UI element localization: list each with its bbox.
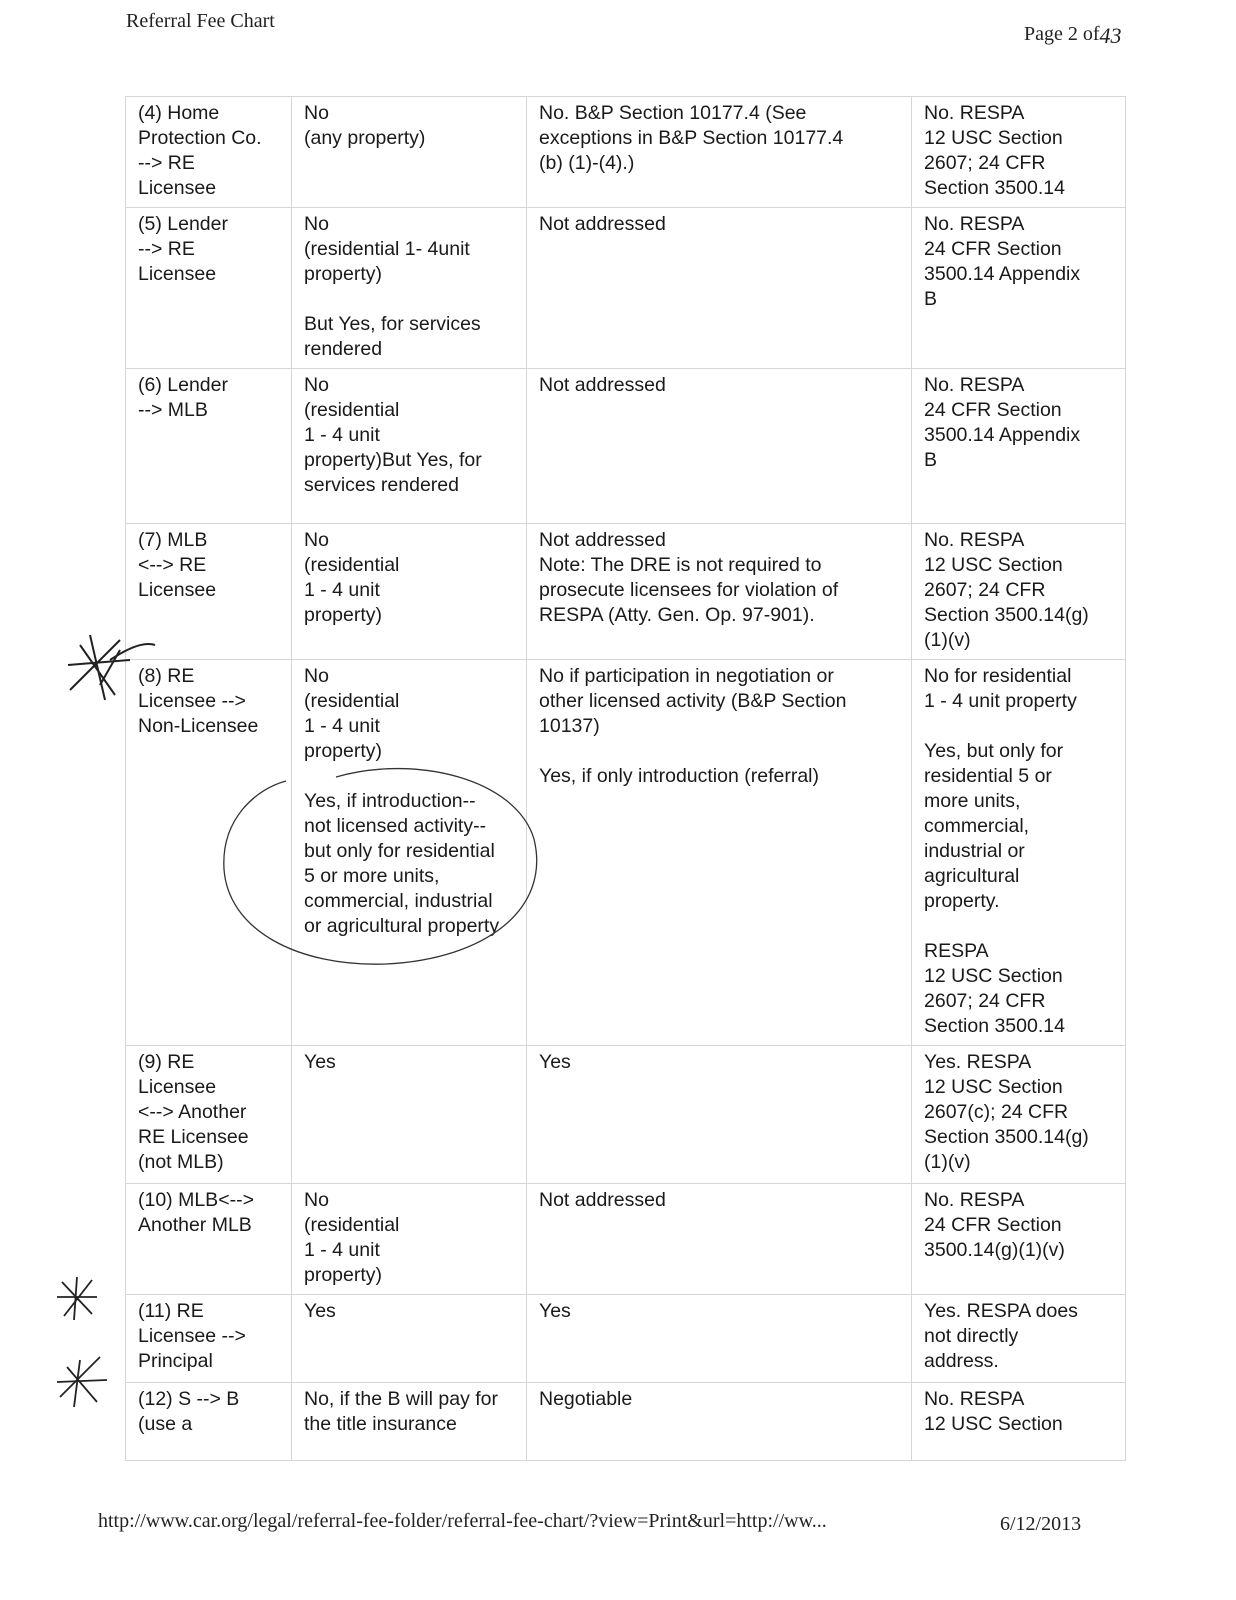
dre-rule-cell	[527, 1184, 912, 1295]
cell-text-line: No. RESPA	[924, 102, 1025, 124]
cell-text-line: --> MLB	[138, 399, 208, 421]
cell-text-line: Yes, if only introduction (referral)	[539, 765, 819, 787]
cell-text-line: 24 CFR Section	[924, 1214, 1062, 1236]
cell-text-line: Another MLB	[138, 1214, 252, 1236]
respa-cell	[912, 1184, 1126, 1295]
civil-code-cell	[292, 1184, 527, 1295]
cell-text-line: 12 USC Section	[924, 965, 1063, 987]
paragraph-gap	[924, 914, 1115, 939]
civil-code-cell	[292, 1046, 527, 1184]
cell-text-line: the title insurance	[304, 1413, 457, 1435]
cell-text-line: No. RESPA	[924, 529, 1025, 551]
cell-text-line: residential 5 or	[924, 765, 1052, 787]
cell-text-line: No. B&P Section 10177.4 (See	[539, 102, 807, 124]
cell-text-line: 1 - 4 unit	[304, 1239, 380, 1261]
cell-text-line: (5) Lender	[138, 213, 228, 235]
table-row	[126, 1046, 1126, 1184]
cell-text-line: 10137)	[539, 715, 600, 737]
cell-text-line: Yes. RESPA does	[924, 1300, 1078, 1322]
cell-text-line: (8) RE	[138, 665, 195, 687]
cell-text-line: exceptions in B&P Section 10177.4	[539, 127, 844, 149]
cell-text-line: property)	[304, 604, 383, 626]
cell-text-line: property.	[924, 890, 1000, 912]
cell-text-line: No	[304, 374, 329, 396]
cell-text-line: 2607; 24 CFR	[924, 152, 1046, 174]
paragraph-gap	[304, 764, 516, 789]
cell-text-line: No	[304, 213, 329, 235]
cell-text-line: (residential 1- 4unit	[304, 238, 470, 260]
cell-text-line: property)But Yes, for	[304, 449, 482, 471]
cell-text-line: Licensee -->	[138, 690, 246, 712]
cell-text-line: or agricultural property	[304, 915, 500, 937]
cell-text-line: Section 3500.14(g)	[924, 604, 1089, 626]
cell-text-line: RESPA (Atty. Gen. Op. 97-901).	[539, 604, 815, 626]
cell-text-line: Section 3500.14(g)	[924, 1126, 1089, 1148]
cell-text-line: industrial or	[924, 840, 1025, 862]
cell-text-line: No	[304, 665, 329, 687]
cell-text-line: Protection Co.	[138, 127, 262, 149]
respa-cell	[912, 524, 1126, 660]
respa-cell	[912, 1295, 1126, 1383]
dre-rule-cell	[527, 1295, 912, 1383]
cell-text-line: 2607; 24 CFR	[924, 579, 1046, 601]
cell-text-line: <--> Another	[138, 1101, 247, 1123]
cell-text-line: Licensee -->	[138, 1325, 246, 1347]
cell-text-line: No if participation in negotiation or	[539, 665, 834, 687]
cell-text-line: (residential	[304, 554, 400, 576]
dre-rule-cell	[527, 660, 912, 1046]
cell-text-line: No	[304, 1189, 329, 1211]
cell-text-line: No. RESPA	[924, 1189, 1025, 1211]
referral-party-cell	[126, 1184, 292, 1295]
cell-text-line: Not addressed	[539, 1189, 666, 1211]
cell-text-line: property)	[304, 1264, 383, 1286]
referral-party-cell	[126, 660, 292, 1046]
cell-text-line: --> RE	[138, 238, 195, 260]
referral-party-cell	[126, 97, 292, 208]
cell-text-line: No	[304, 529, 329, 551]
civil-code-cell	[292, 660, 527, 1046]
table-row	[126, 97, 1126, 208]
cell-text-line: other licensed activity (B&P Section	[539, 690, 847, 712]
cell-text-line: rendered	[304, 338, 383, 360]
cell-text-line: address.	[924, 1350, 999, 1372]
civil-code-cell	[292, 208, 527, 369]
footer-date: 6/12/2013	[1000, 1513, 1082, 1535]
cell-text-line: Yes	[304, 1300, 336, 1322]
cell-text-line: services rendered	[304, 474, 459, 496]
cell-text-line: No, if the B will pay for	[304, 1388, 498, 1410]
cell-text-line: 12 USC Section	[924, 127, 1063, 149]
cell-text-line: 3500.14(g)(1)(v)	[924, 1239, 1065, 1261]
cell-text-line: <--> RE	[138, 554, 207, 576]
cell-text-line: Note: The DRE is not required to	[539, 554, 822, 576]
table-row	[126, 369, 1126, 524]
cell-text-line: 24 CFR Section	[924, 238, 1062, 260]
handwritten-asterisk-mark-icon	[52, 1352, 112, 1412]
page-number	[1024, 20, 1122, 46]
cell-text-line: (6) Lender	[138, 374, 228, 396]
cell-text-line: Section 3500.14	[924, 177, 1065, 199]
cell-text-line: agricultural	[924, 865, 1020, 887]
cell-text-line: (b) (1)-(4).)	[539, 152, 635, 174]
respa-cell	[912, 369, 1126, 524]
cell-text-line: (1)(v)	[924, 629, 971, 651]
cell-text-line: Not addressed	[539, 374, 666, 396]
cell-text-line: Non-Licensee	[138, 715, 259, 737]
referral-fee-table	[125, 96, 1126, 1461]
table-row	[126, 1184, 1126, 1295]
cell-text-line: 3500.14 Appendix	[924, 263, 1081, 285]
paragraph-gap	[539, 739, 901, 764]
dre-rule-cell	[527, 97, 912, 208]
cell-text-line: 1 - 4 unit	[304, 424, 380, 446]
cell-text-line: Principal	[138, 1350, 213, 1372]
civil-code-cell	[292, 524, 527, 660]
cell-text-line: (not MLB)	[138, 1151, 224, 1173]
cell-text-line: 1 - 4 unit	[304, 579, 380, 601]
respa-cell	[912, 97, 1126, 208]
referral-party-cell	[126, 208, 292, 369]
cell-text-line: No. RESPA	[924, 213, 1025, 235]
cell-text-line: 24 CFR Section	[924, 399, 1062, 421]
paragraph-gap	[304, 287, 516, 312]
cell-text-line: (11) RE	[138, 1300, 204, 1322]
cell-text-line: (9) RE	[138, 1051, 195, 1073]
cell-text-line: No	[304, 102, 329, 124]
referral-party-cell	[126, 1046, 292, 1184]
cell-text-line: Yes. RESPA	[924, 1051, 1032, 1073]
cell-text-line: Section 3500.14	[924, 1015, 1065, 1037]
cell-text-line: Licensee	[138, 579, 217, 601]
cell-text-line: prosecute licensees for violation of	[539, 579, 839, 601]
circled-note	[304, 789, 516, 939]
cell-text-line: Negotiable	[539, 1388, 633, 1410]
dre-rule-cell	[527, 369, 912, 524]
cell-text-line: (1)(v)	[924, 1151, 971, 1173]
cell-text-line: No. RESPA	[924, 374, 1025, 396]
table-row	[126, 524, 1126, 660]
cell-text-line: (residential	[304, 1214, 400, 1236]
cell-text-line: 2607; 24 CFR	[924, 990, 1046, 1012]
cell-text-line: 5 or more units,	[304, 865, 440, 887]
cell-text-line: Licensee	[138, 177, 217, 199]
table-row	[126, 660, 1126, 1046]
cell-text-line: 12 USC Section	[924, 1076, 1063, 1098]
cell-text-line: (10) MLB<-->	[138, 1189, 254, 1211]
table-row	[126, 1383, 1126, 1461]
table-row	[126, 1295, 1126, 1383]
dre-rule-cell	[527, 1046, 912, 1184]
cell-text-line: No. RESPA	[924, 1388, 1025, 1410]
document-title: Referral Fee Chart	[126, 10, 275, 32]
cell-text-line: Licensee	[138, 263, 217, 285]
cell-text-line: Yes	[304, 1051, 336, 1073]
civil-code-cell	[292, 97, 527, 208]
cell-text-line: (residential	[304, 690, 400, 712]
cell-text-line: (12) S --> B	[138, 1388, 240, 1410]
cell-text-line: 1 - 4 unit property	[924, 690, 1077, 712]
cell-text-line: but only for residential	[304, 840, 495, 862]
cell-text-line: 12 USC Section	[924, 554, 1063, 576]
cell-text-line: property)	[304, 263, 383, 285]
table-row	[126, 208, 1126, 369]
cell-text-line: 1 - 4 unit	[304, 715, 380, 737]
cell-text-line: (residential	[304, 399, 400, 421]
cell-text-line: Yes, if introduction--	[304, 790, 476, 812]
cell-text-line: (4) Home	[138, 102, 220, 124]
cell-text-line: 3500.14 Appendix	[924, 424, 1081, 446]
cell-text-line: Yes, but only for	[924, 740, 1064, 762]
paragraph-gap	[924, 714, 1115, 739]
cell-text-line: No for residential	[924, 665, 1072, 687]
cell-text-line: not directly	[924, 1325, 1019, 1347]
cell-text-line: property)	[304, 740, 383, 762]
cell-text-line: (7) MLB	[138, 529, 208, 551]
cell-text-line: 12 USC Section	[924, 1413, 1063, 1435]
respa-cell	[912, 1383, 1126, 1461]
referral-party-cell	[126, 369, 292, 524]
handwritten-page-total: 43	[1099, 23, 1122, 48]
cell-text-line: RE Licensee	[138, 1126, 249, 1148]
cell-text-line: (use a	[138, 1413, 193, 1435]
referral-party-cell	[126, 1295, 292, 1383]
cell-text-line: B	[924, 449, 938, 471]
footer-url: http://www.car.org/legal/referral-fee-folder/referral-fee-chart/?view=Print&url=http://ww...	[98, 1510, 827, 1532]
civil-code-cell	[292, 369, 527, 524]
cell-text-line: Not addressed	[539, 529, 666, 551]
civil-code-cell	[292, 1295, 527, 1383]
referral-party-cell	[126, 1383, 292, 1461]
dre-rule-cell	[527, 524, 912, 660]
cell-text-line: Licensee	[138, 1076, 217, 1098]
cell-text-line: commercial, industrial	[304, 890, 493, 912]
cell-text-line: 2607(c); 24 CFR	[924, 1101, 1069, 1123]
handwritten-asterisk-mark-icon	[52, 1272, 102, 1324]
cell-text-line: commercial,	[924, 815, 1030, 837]
cell-text-line: B	[924, 288, 938, 310]
respa-cell	[912, 660, 1126, 1046]
cell-text-line: not licensed activity--	[304, 815, 487, 837]
respa-cell	[912, 208, 1126, 369]
cell-text-line: But Yes, for services	[304, 313, 481, 335]
cell-text-line: --> RE	[138, 152, 195, 174]
cell-text-line: Yes	[539, 1300, 571, 1322]
referral-party-cell	[126, 524, 292, 660]
cell-text-line: (any property)	[304, 127, 426, 149]
cell-text-line: Not addressed	[539, 213, 666, 235]
cell-text-line: Yes	[539, 1051, 571, 1073]
cell-text-line: more units,	[924, 790, 1021, 812]
civil-code-cell	[292, 1383, 527, 1461]
dre-rule-cell	[527, 208, 912, 369]
page-number-prefix: Page 2 of	[1024, 23, 1100, 45]
respa-cell	[912, 1046, 1126, 1184]
dre-rule-cell	[527, 1383, 912, 1461]
cell-text-line: RESPA	[924, 940, 989, 962]
